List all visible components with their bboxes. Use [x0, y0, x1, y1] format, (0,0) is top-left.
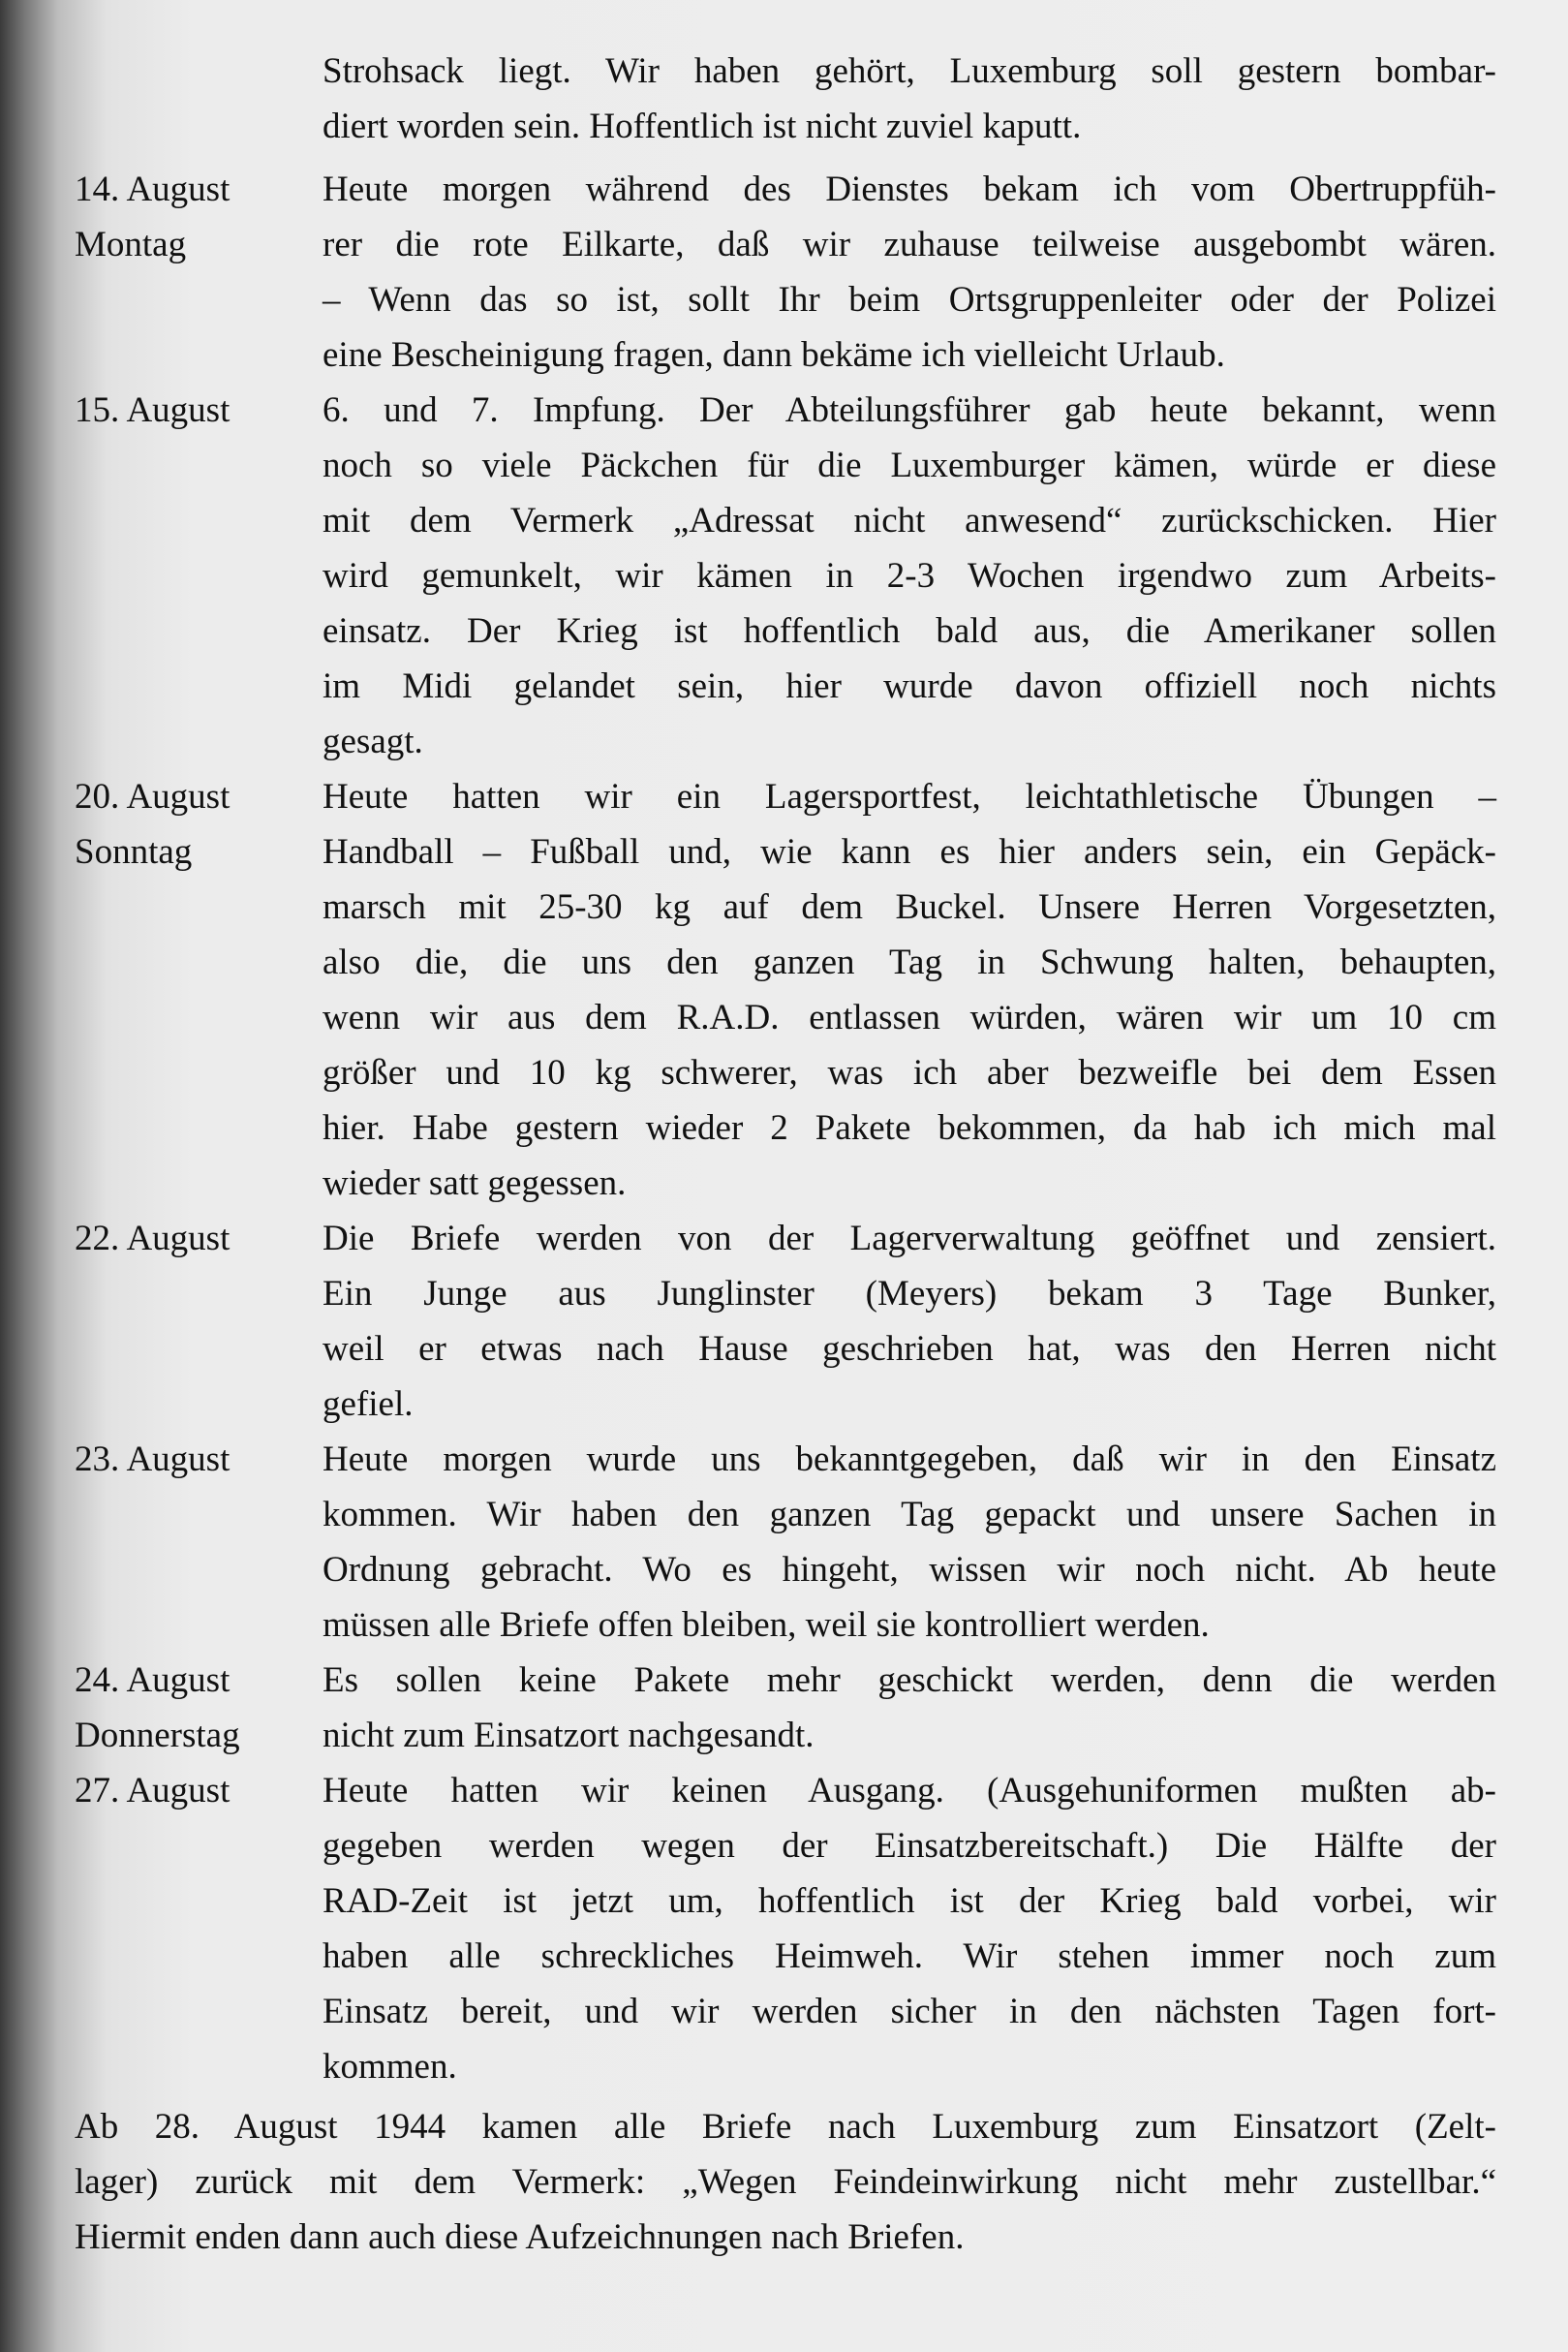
text-line: Heute morgen während des Dienstes bekam ich vom Obertruppfüh- — [323, 170, 1496, 209]
text-line: im Midi gelandet sein, hier wurde davon offiziell noch nichts — [323, 666, 1496, 706]
text-line: also die, die uns den ganzen Tag in Schwung halten, behaupten, — [323, 943, 1496, 982]
text-line: Die Briefe werden von der Lagerverwaltung geöffnet und zensiert. — [323, 1219, 1496, 1258]
text-line: – Wenn das so ist, sollt Ihr beim Ortsgruppenleiter oder der Polizei — [323, 280, 1496, 320]
entry-date-line: Montag — [75, 225, 187, 264]
text-line: weil er etwas nach Hause geschrieben hat, was den Herren nicht — [323, 1329, 1496, 1369]
entry-text — [323, 769, 1496, 1211]
diary-entry — [0, 383, 1568, 769]
text-line: wieder satt gegessen. — [323, 1163, 627, 1203]
text-line: Ein Junge aus Junglinster (Meyers) bekam 3 Tage Bunker, — [323, 1274, 1496, 1314]
diary-entry — [0, 162, 1568, 383]
diary-entry — [0, 1763, 1568, 2094]
diary-entry — [0, 1653, 1568, 1763]
text-line: kommen. — [323, 2047, 457, 2087]
text-line: Hiermit enden dann auch diese Aufzeichnungen nach Briefen. — [75, 2217, 965, 2257]
text-line: Heute hatten wir keinen Ausgang. (Ausgehuniformen mußten ab- — [323, 1771, 1496, 1810]
closing-paragraph — [0, 2099, 1496, 2265]
text-line: gegeben werden wegen der Einsatzbereitschaft.) Die Hälfte der — [323, 1826, 1496, 1866]
diary-entry — [0, 1432, 1568, 1653]
entry-date — [0, 1763, 323, 2094]
text-line: nicht zum Einsatzort nachgesandt. — [323, 1716, 815, 1755]
text-line: haben alle schreckliches Heimweh. Wir stehen immer noch zum — [323, 1936, 1496, 1976]
text-line: diert worden sein. Hoffentlich ist nicht zuviel kaputt. — [323, 107, 1082, 146]
diary-entry — [0, 769, 1568, 1211]
entry-date — [0, 44, 323, 154]
entry-date — [0, 1653, 323, 1763]
entry-date — [0, 769, 323, 1211]
text-line: gefiel. — [323, 1384, 414, 1424]
text-line: 6. und 7. Impfung. Der Abteilungsführer gab heute bekannt, wenn — [323, 390, 1496, 430]
text-line: kommen. Wir haben den ganzen Tag gepackt und unsere Sachen in — [323, 1495, 1496, 1534]
entry-date — [0, 162, 323, 383]
entry-date — [0, 1211, 323, 1432]
entry-date — [0, 383, 323, 769]
text-line: lager) zurück mit dem Vermerk: „Wegen Feindeinwirkung nicht mehr zustellbar.“ — [75, 2162, 1496, 2202]
text-line: Ordnung gebracht. Wo es hingeht, wissen wir noch nicht. Ab heute — [323, 1550, 1496, 1590]
document-page — [0, 44, 1568, 2265]
text-line: RAD-Zeit ist jetzt um, hoffentlich ist der Krieg bald vorbei, wir — [323, 1881, 1496, 1921]
text-line: Heute morgen wurde uns bekanntgegeben, daß wir in den Einsatz — [323, 1439, 1496, 1479]
entry-date-line: 22. August — [75, 1219, 231, 1258]
text-line: Einsatz bereit, und wir werden sicher in den nächsten Tagen fort- — [323, 1992, 1496, 2031]
text-line: mit dem Vermerk „Adressat nicht anwesend“ zurückschicken. Hier — [323, 501, 1496, 541]
entry-text — [323, 1763, 1496, 2094]
entry-text — [323, 1653, 1496, 1763]
entry-date-line: 14. August — [75, 170, 231, 209]
text-line: wenn wir aus dem R.A.D. entlassen würden, wären wir um 10 cm — [323, 998, 1496, 1037]
entry-date-line: 23. August — [75, 1439, 231, 1479]
entry-text — [323, 1211, 1496, 1432]
text-line: noch so viele Päckchen für die Luxemburger kämen, würde er diese — [323, 446, 1496, 485]
entry-text — [323, 383, 1496, 769]
text-line: Strohsack liegt. Wir haben gehört, Luxemburg soll gestern bombar- — [323, 51, 1496, 91]
text-line: gesagt. — [323, 722, 423, 761]
text-line: größer und 10 kg schwerer, was ich aber bezweifle bei dem Essen — [323, 1053, 1496, 1093]
text-line: Ab 28. August 1944 kamen alle Briefe nach Luxemburg zum Einsatzort (Zelt- — [75, 2107, 1496, 2147]
text-line: rer die rote Eilkarte, daß wir zuhause teilweise ausgebombt wären. — [323, 225, 1496, 264]
entry-text — [323, 1432, 1496, 1653]
text-line: müssen alle Briefe offen bleiben, weil sie kontrolliert werden. — [323, 1605, 1210, 1645]
text-line: wird gemunkelt, wir kämen in 2-3 Wochen irgendwo zum Arbeits- — [323, 556, 1496, 596]
entry-date-line: Donnerstag — [75, 1716, 240, 1755]
diary-entry — [0, 44, 1568, 154]
entry-date-line: 15. August — [75, 390, 231, 430]
text-line: Heute hatten wir ein Lagersportfest, leichtathletische Übungen – — [323, 777, 1496, 817]
text-line: marsch mit 25-30 kg auf dem Buckel. Unsere Herren Vorgesetzten, — [323, 887, 1496, 927]
entry-text — [323, 44, 1496, 154]
entry-date — [0, 1432, 323, 1653]
diary-entry — [0, 1211, 1568, 1432]
entry-text — [323, 162, 1496, 383]
text-line: Handball – Fußball und, wie kann es hier anders sein, ein Gepäck- — [323, 832, 1496, 872]
entry-date-line: Sonntag — [75, 832, 193, 872]
entry-date-line: 20. August — [75, 777, 231, 817]
text-line: einsatz. Der Krieg ist hoffentlich bald aus, die Amerikaner sollen — [323, 611, 1496, 651]
entry-date-line: 24. August — [75, 1660, 231, 1700]
text-line: hier. Habe gestern wieder 2 Pakete bekommen, da hab ich mich mal — [323, 1108, 1496, 1148]
entry-date-line: 27. August — [75, 1771, 231, 1810]
text-line: eine Bescheinigung fragen, dann bekäme ich vielleicht Urlaub. — [323, 335, 1225, 375]
text-line: Es sollen keine Pakete mehr geschickt werden, denn die werden — [323, 1660, 1496, 1700]
